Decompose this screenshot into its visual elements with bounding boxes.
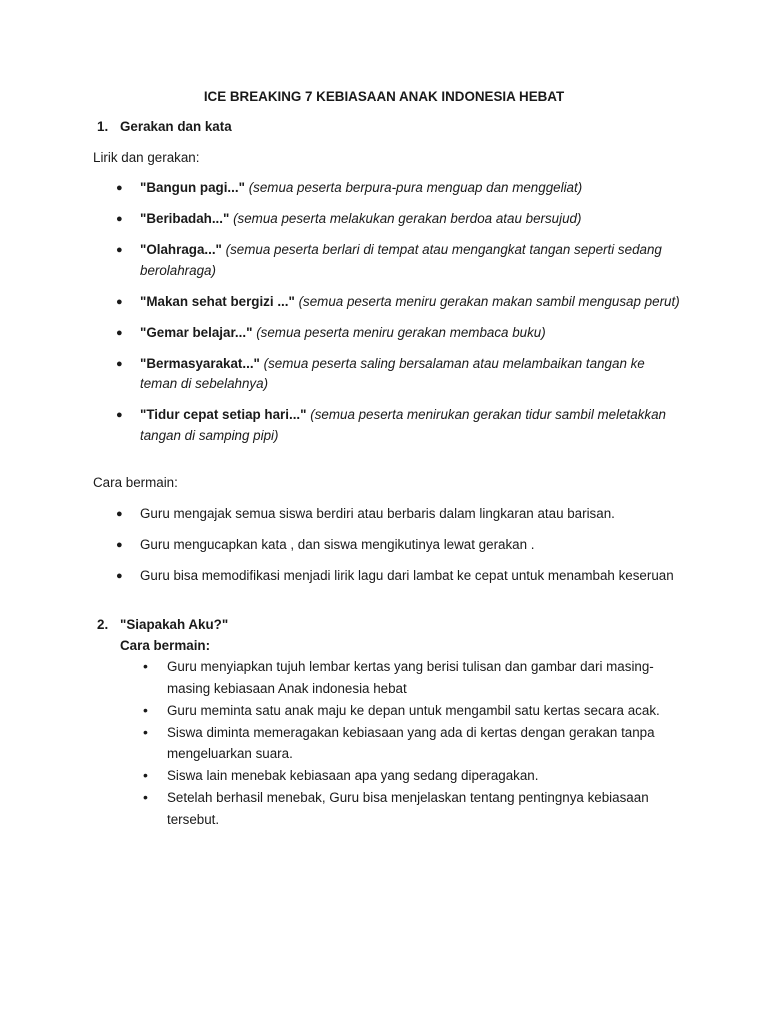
list-item: ● "Bangun pagi..." (semua peserta berpura-pura menguap dan menggeliat) (140, 178, 680, 199)
list-item: ● "Makan sehat bergizi ..." (semua peserta meniru gerakan makan sambil mengusap perut) (140, 292, 680, 313)
list-item: • Siswa lain menebak kebiasaan apa yang sedang diperagakan. (167, 765, 682, 787)
play-heading-2: Cara bermain: (120, 638, 211, 653)
section-1-heading: Gerakan dan kata (120, 119, 232, 134)
play-steps-list-1 (116, 504, 680, 597)
list-item: ● "Tidur cepat setiap hari..." (semua peserta menirukan gerakan tidur sambil meletakkan tangan di samping pipi) (116, 407, 667, 443)
bullet-icon: • (143, 789, 148, 805)
list-item: • Guru menyiapkan tujuh lembar kertas yang berisi tulisan dan gambar dari masing-masing kebiasaan Anak indonesia hebat (143, 658, 654, 696)
bullet-icon: ● (116, 182, 123, 194)
bullet-icon: ● (116, 244, 123, 256)
list-item: ● "Olahraga..." (semua peserta berlari di tempat atau mengangkat tangan seperti sedang berolahraga) (116, 242, 662, 278)
bullet-icon: ● (116, 570, 123, 582)
lyrics-heading: Lirik dan gerakan: (93, 150, 200, 165)
list-item: • Siswa diminta memeragakan kebiasaan yang ada di kertas dengan gerakan tanpa mengeluarkan suara. (143, 723, 655, 761)
list-item: ● Guru bisa memodifikasi menjadi lirik lagu dari lambat ke cepat untuk menambah keseruan (140, 566, 680, 587)
play-steps-list-2 (143, 656, 682, 831)
list-item: ● "Bermasyarakat..." (semua peserta saling bersalaman atau melambaikan tangan ke teman di sebelahnya) (116, 355, 645, 391)
bullet-icon: • (143, 701, 148, 718)
bullet-icon: ● (116, 539, 123, 551)
list-item: • Setelah berhasil menebak, Guru bisa menjelaskan tentang pentingnya kebiasaan tersebut. (143, 789, 649, 827)
list-item: ● Guru mengajak semua siswa berdiri atau berbaris dalam lingkaran atau barisan. (140, 504, 680, 525)
list-item: • Guru meminta satu anak maju ke depan untuk mengambil satu kertas secara acak. (167, 700, 682, 722)
section-2-heading: "Siapakah Aku?" (120, 617, 229, 632)
bullet-icon: ● (116, 213, 123, 225)
bullet-icon: • (143, 767, 148, 783)
bullet-icon: ● (116, 326, 123, 339)
page-title: ICE BREAKING 7 KEBIASAAN ANAK INDONESIA HEBAT (203, 89, 565, 104)
list-item: ● "Beribadah..." (semua peserta melakukan gerakan berdoa atau bersujud) (140, 209, 680, 230)
lyrics-list (116, 178, 680, 457)
bullet-icon: ● (116, 357, 123, 370)
list-item: ● "Gemar belajar..." (semua peserta meniru gerakan membaca buku) (140, 323, 680, 344)
bullet-icon: ● (116, 508, 123, 520)
list-item: ● Guru mengucapkan kata , dan siswa mengikutinya lewat gerakan . (140, 535, 680, 556)
section-1-number: 1. (97, 119, 109, 134)
bullet-icon: ● (116, 295, 123, 308)
bullet-icon: ● (116, 409, 123, 421)
section-2-number: 2. (97, 617, 109, 632)
bullet-icon: • (143, 723, 148, 740)
bullet-icon: • (143, 658, 148, 674)
play-heading-1: Cara bermain: (93, 475, 178, 490)
